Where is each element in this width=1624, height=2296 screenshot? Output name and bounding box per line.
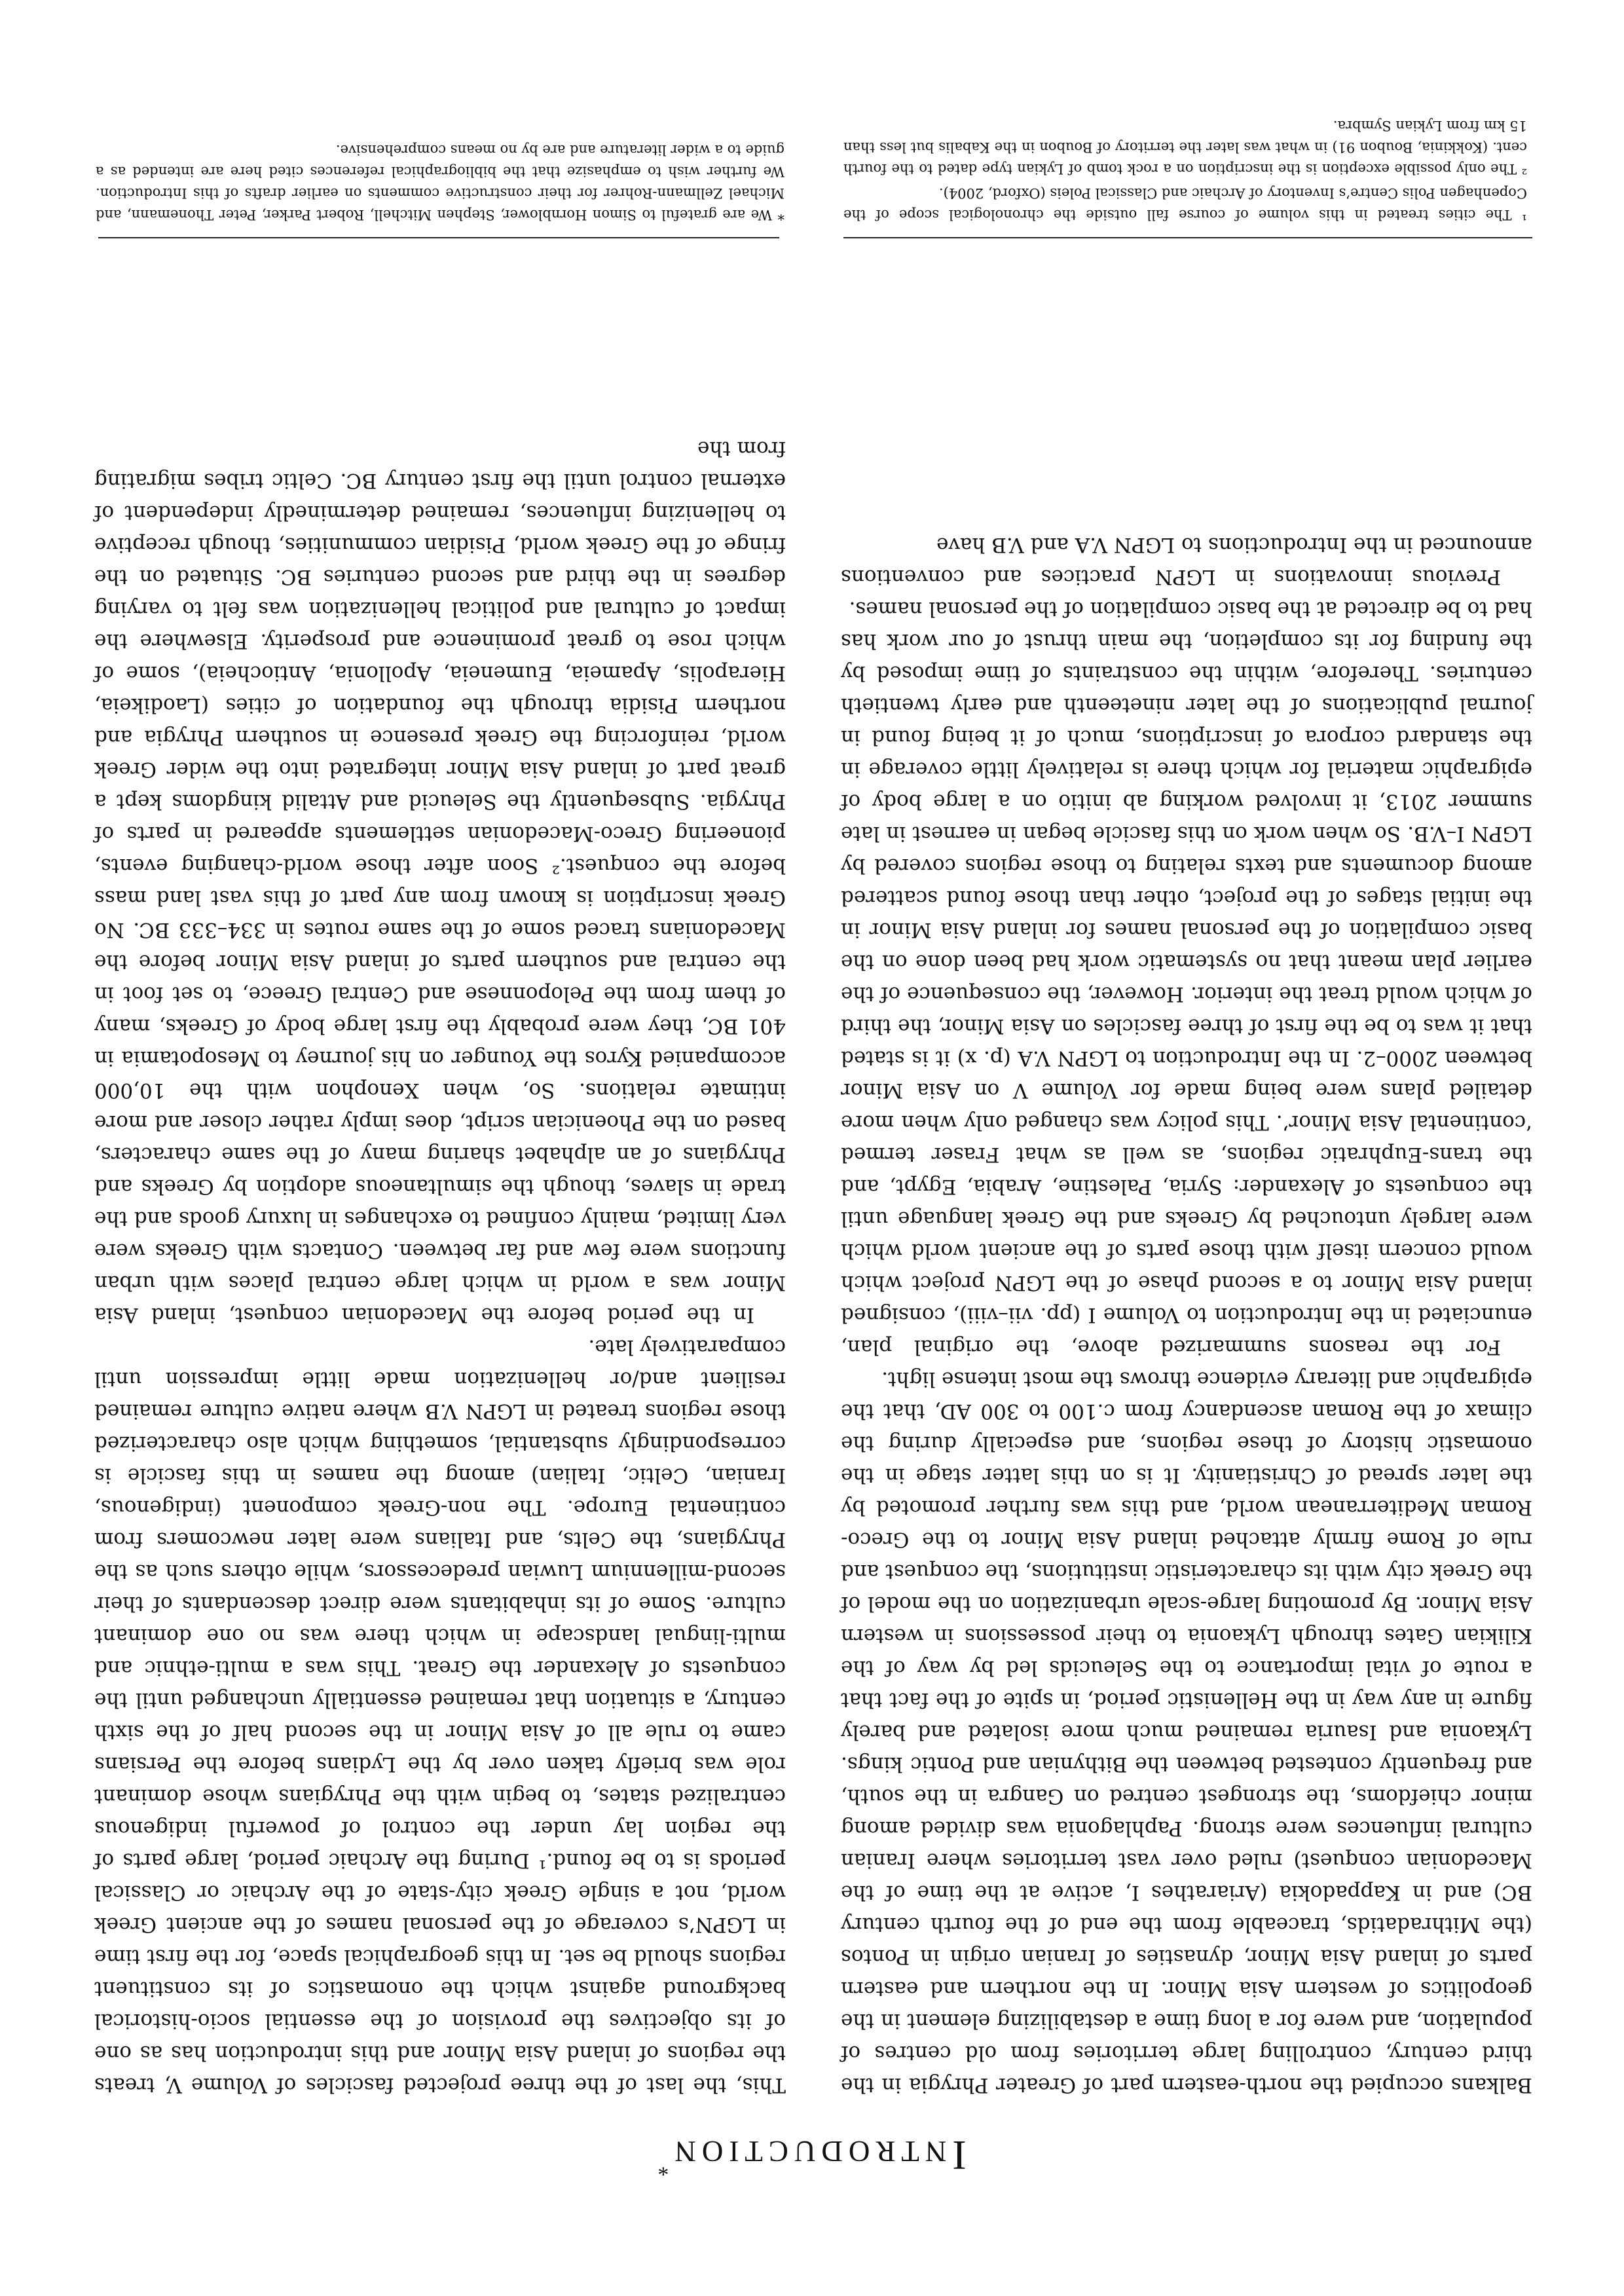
footnote-text: * We are grateful to Simon Hornblower, Stephen Mitchell, Robert Parker, Peter Thonemann, and Michael Zellmann-Rohrer for their constructive comments on earlier drafts of this Introduction. We further wish to emphasize that the bibliographical references cited here are intended as a guide to a wider literature and are by no means comprehensive. [96, 142, 784, 223]
paragraph: This, the last of the three projected fascicles of Volume V, treats the regions of inland Asia Minor and this introduction has as one of its objectives the provision of the essential socio-historical background against which the onomastics of its constituent regions should be set. In this geographical space, for the first time in LGPN’s coverage of the personal names of the ancient Greek world, not a single Greek city-state of the Archaic or Classical periods is to be found.¹ During the Archaic period, large parts of the region lay under the control of powerful indigenous centralized states, to begin with the Phrygians whose dominant role was briefly taken over by the Lydians before the Persians came to rule all of Asia Minor in the second half of the sixth century, a situation that remained essentially unchanged until the conquests of Alexander the Great. This was a multi-ethnic and multi-lingual landscape in which there was no one dominant culture. Some of its inhabitants were direct descendants of their second-millennium Luwian predecessors, while others such as the Phrygians, the Celts, and Italians were later newcomers from continental Europe. The non-Greek component (indigenous, Iranian, Celtic, Italian) among the names in this fascicle is correspondingly substantial, something which also characterized those regions treated in LGPN V.B where native culture remained resilient and/or hellenization made little impression until comparatively late. [94, 1335, 786, 2097]
page-title [0, 2131, 1624, 2179]
footnote-divider [98, 237, 779, 238]
paragraph: In the period before the Macedonian conquest, inland Asia Minor was a world in which large central places with urban functions were few and far between. Contacts with Greeks were very limited, mainly confined to exchanges in luxury goods and the trade in slaves, though the simultaneous adoption by Greeks and Phrygians of an alphabet sharing many of the same characters, based on the Phoenician script, does imply rather closer and more intimate relations. So, when Xenophon with the 10,000 accompanied Kyros the Younger on his journey to Mesopotamia in 401 BC, they were probably the first large body of Greeks, many of them from the Peloponnese and Central Greece, to set foot in the central and southern parts of inland Asia Minor before the Macedonians traced some of the same routes in 334–333 BC. No Greek inscription is known from any part of this vast land mass before the conquest.² Soon after those world-changing events, pioneering Greco-Macedonian settlements appeared in parts of Phrygia. Subsequently the Seleucid and Attalid kingdoms kept a great part of inland Asia Minor integrated into the wider Greek world, reinforcing the Greek presence in southern Phrygia and northern Pisidia through the foundation of cities (Laodikeia, Hierapolis, Apameia, Eumeneia, Apollonia, Antiocheia), some of which rose to great prominence and prosperity. Elsewhere the impact of cultural and political hellenization was felt to varying degrees in the third and second centuries BC. Situated on the fringe of the Greek world, Pisidian communities, though receptive to hellenizing influences, remained determinedly independent of external control until the first century BC. Celtic tribes migrating from the [94, 437, 786, 1327]
title-footnote-marker: * [657, 2156, 669, 2181]
paragraph: Balkans occupied the north-eastern part of Greater Phrygia in the third century, controlling large territories from old centres of population, and were for a long time a destabilizing element in the geopolitics of western Asia Minor. In the northern and eastern parts of inland Asia Minor, dynasties of Iranian origin in Pontos (the Mithradatids, traceable from the end of the fourth century BC) and in Kappadokia (Ariarathes I, active at the time of the Macedonian conquest) ruled over vast territories where Iranian cultural influences were strong. Paphlagonia was divided among minor chiefdoms, the strongest centred on Gangra in the south, and frequently contested between the Bithynian and Pontic kings. Lykaonia and Isauria remained much more isolated and barely figure in any way in the Hellenistic period, in spite of the fact that a route of vital importance to the Seleucids led by way of the Kilikian Gates through Lykaonia to their possessions in western Asia Minor. By promoting large-scale urbanization on the model of the Greek city with its characteristic institutions, the conquest and rule of Rome firmly attached inland Asia Minor to the Greco-Roman Mediterranean world, and this was further promoted by the later spread of Christianity. It is on this latter stage in the onomastic history of these regions, and especially during the climax of the Roman ascendancy from c.100 to 300 AD, that the epigraphic and literary evidence throws the most intense light. [841, 1367, 1532, 2097]
footnote-2 [843, 115, 1527, 179]
footnote-divider [843, 237, 1532, 238]
footnote-1 [843, 182, 1527, 225]
footnote-text: ¹ The cities treated in this volume of course fall outside the chronological scope of the Copenhagen Polis Centre’s Inventory of Archaic and Classical Poleis (Oxford, 2004). [843, 185, 1527, 223]
left-column [94, 432, 786, 2101]
right-column [841, 528, 1532, 2101]
paragraph: For the reasons summarized above, the original plan, enunciated in the Introduction to Volume I (pp. vii–viii), consigned inland Asia Minor to a second phase of the LGPN project which would concern itself with those parts of the ancient world which were largely untouched by Greeks and the Greek language until the conquests of Alexander: Syria, Palestine, Arabia, Egypt, and the trans-Euphratic regions, as well as what Fraser termed ‘continental Asia Minor’. This policy was changed only when more detailed plans were being made for Volume V on Asia Minor between 2000–2. In the Introduction to LGPN V.A (p. x) it is stated that it was to be the first of three fascicles on Asia Minor, the third of which would treat the interior. However, the consequence of the earlier plan meant that no systematic work had been done on the basic compilation of the personal names for inland Asia Minor in the initial stages of the project, other than those found scattered among documents and texts relating to those regions covered by LGPN I–V.B. So when work on this fascicle began in earnest in late summer 2013, it involved working ab initio on a large body of epigraphic material for which there is relatively little coverage in the standard corpora of inscriptions, much of it being found in journal publications of the later nineteenth and early twentieth centuries. Therefore, within the constraints of time imposed by the funding for its completion, the main thrust of our work has had to be directed at the basic compilation of the personal names. [841, 597, 1532, 1359]
paragraph: Previous innovations in LGPN practices and conventions announced in the Introductions to LGPN V.A and V.B have [841, 533, 1532, 589]
footnote-acknowledgment [96, 139, 784, 225]
title-text: Introduction [669, 2132, 967, 2179]
footnote-text: ² The only possible exception is the inscription on a rock tomb of Lykian type dated to the fourth cent. (Kokkinia, Boubon 91) in what was later the territory of Boubon in the Kabalis but less than 15 km from Lykian Symbra. [843, 118, 1527, 177]
